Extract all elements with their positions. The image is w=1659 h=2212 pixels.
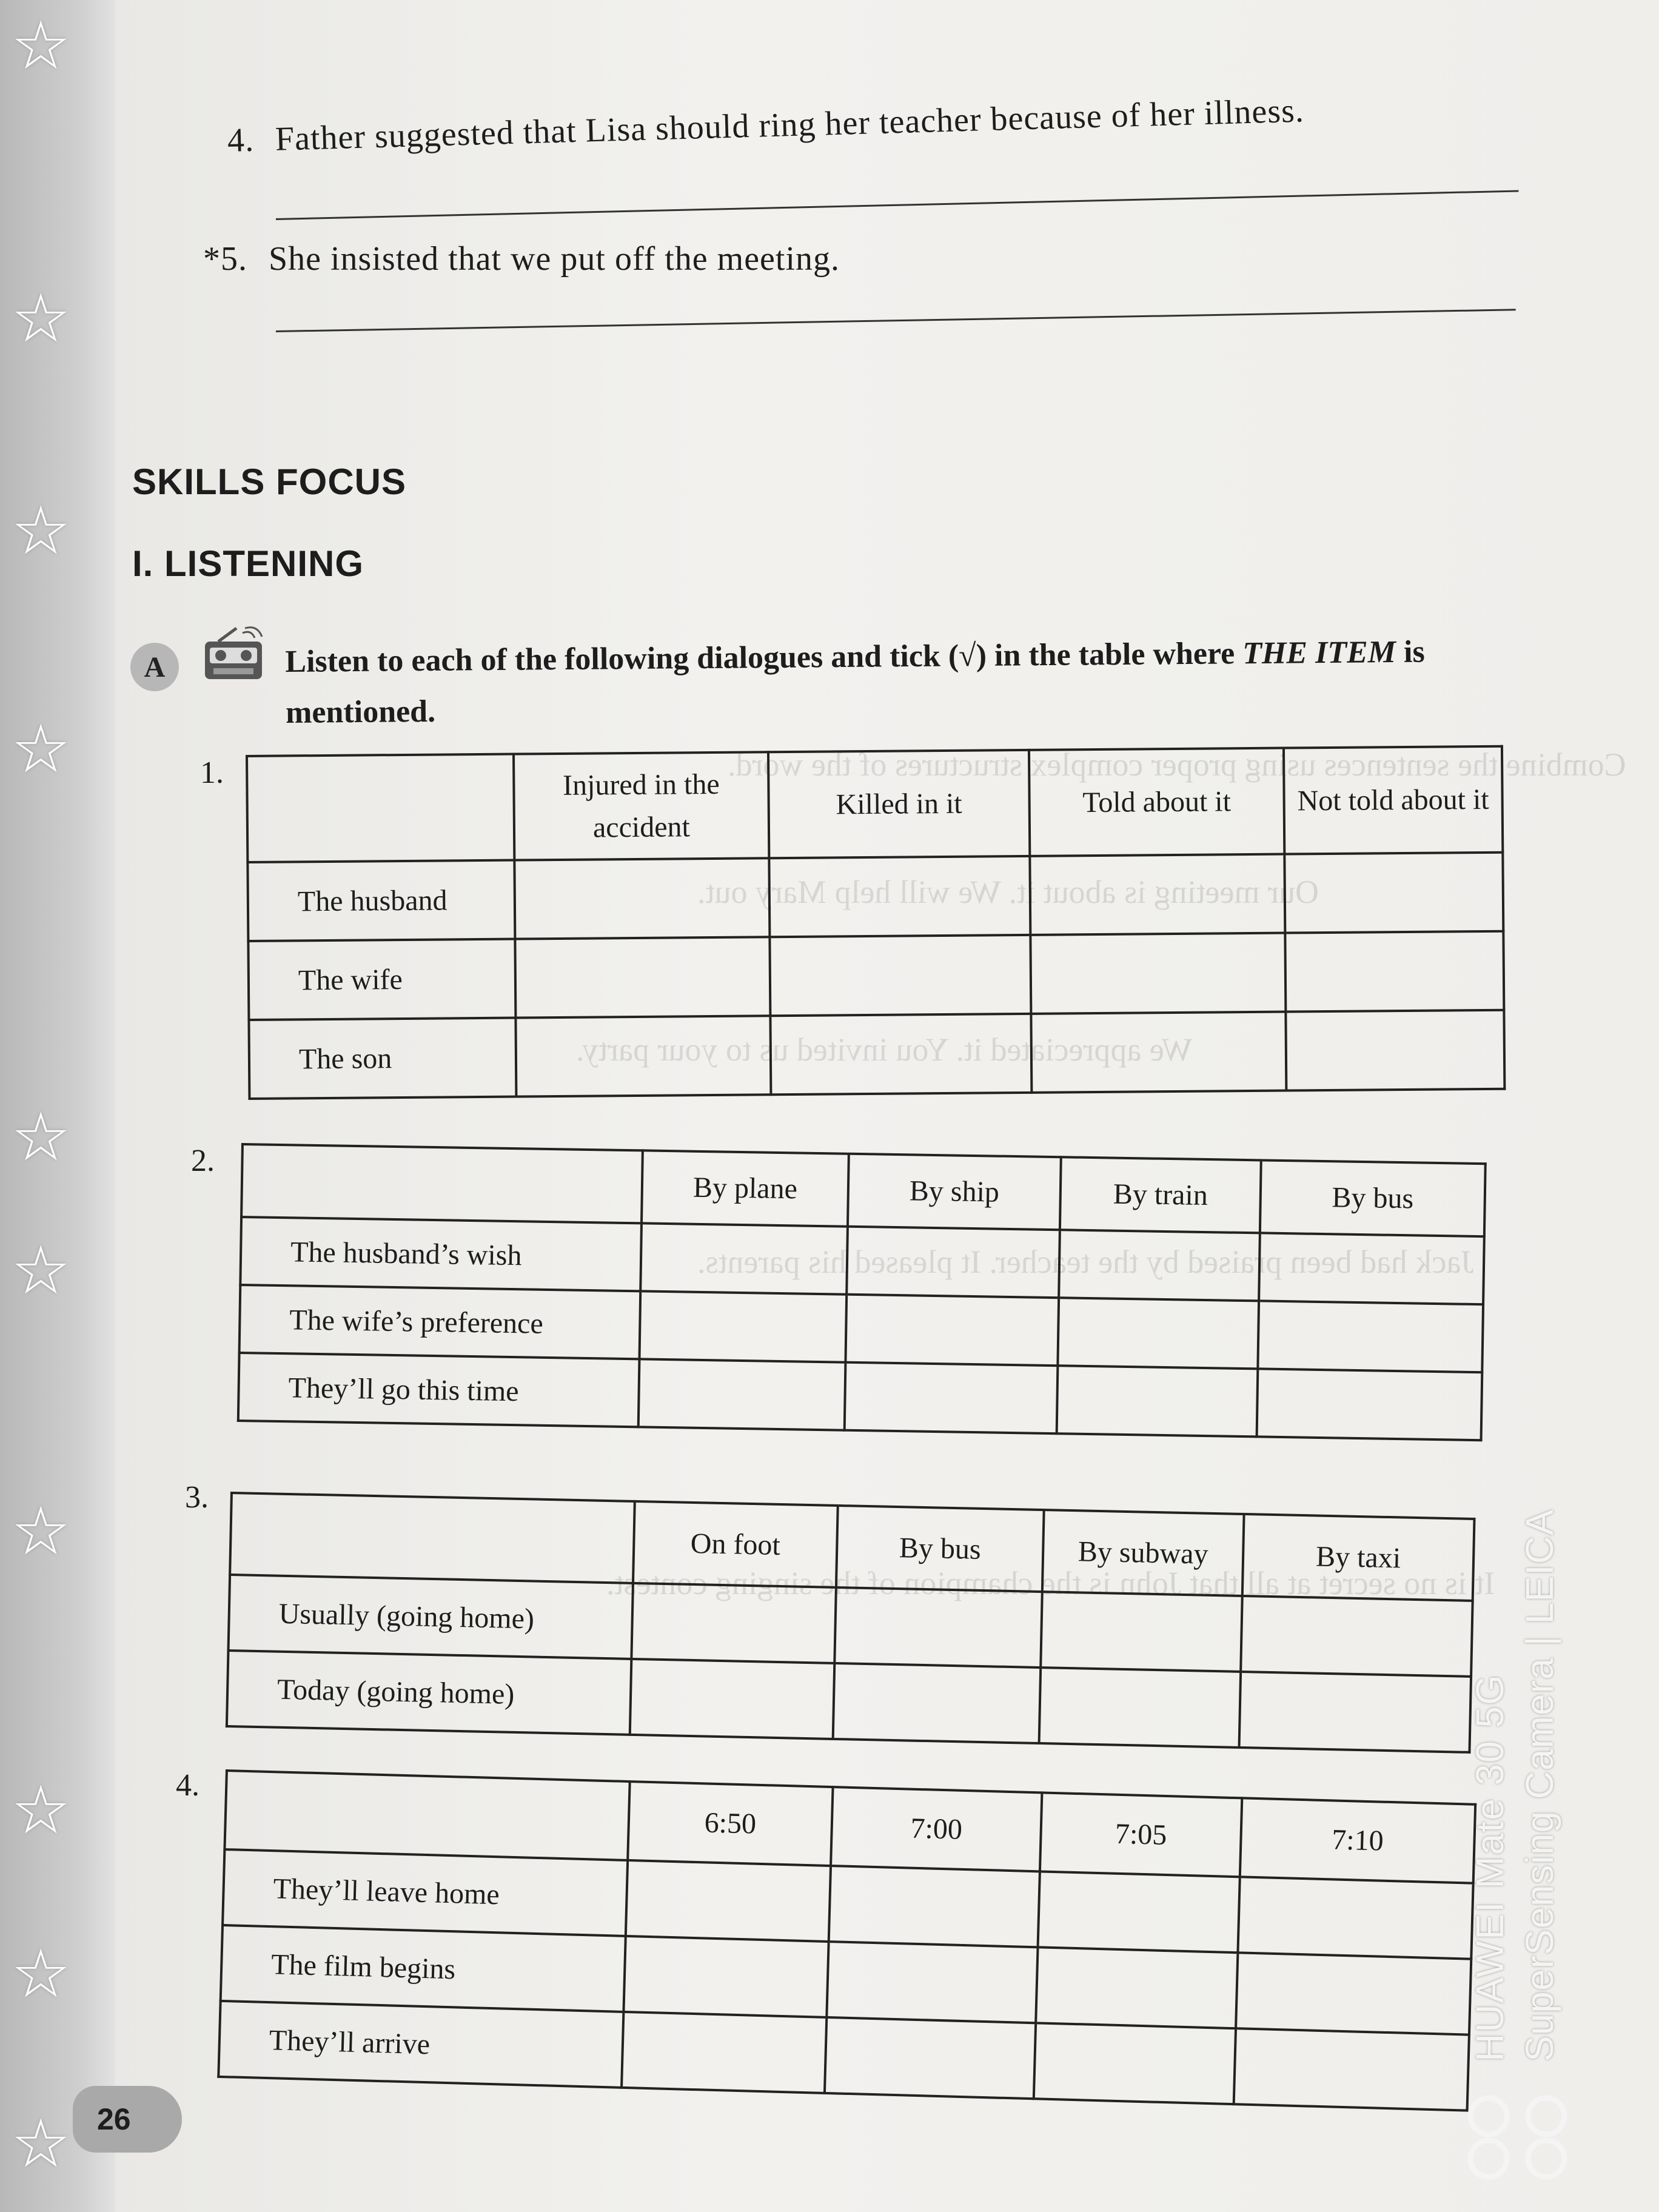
table-row-label: Usually (going home) xyxy=(229,1575,633,1659)
tick-cell[interactable] xyxy=(515,937,770,1017)
tick-cell[interactable] xyxy=(1239,1672,1472,1752)
table-number: 1. xyxy=(200,756,224,790)
section-title: SKILLS FOCUS xyxy=(132,461,407,502)
table-number: 3. xyxy=(185,1480,209,1515)
show-through-text: Jack had been praised by the teacher. It pleased his parents. xyxy=(697,1244,1474,1280)
radio-cassette-icon xyxy=(200,623,267,690)
table-header-cell: By train xyxy=(1060,1157,1261,1233)
exercise-instruction: Listen to each of the following dialogues and tick (√) in the table where THE ITEM is mentioned. xyxy=(285,634,1425,730)
table-row-label: The son xyxy=(249,1018,516,1099)
tick-cell[interactable] xyxy=(1285,1010,1504,1091)
tick-cell[interactable] xyxy=(622,2012,826,2093)
tick-cell[interactable] xyxy=(769,856,1030,937)
tick-cell[interactable] xyxy=(833,1663,1041,1743)
watermark-camera: SuperSensing Camera | LEICA xyxy=(1518,1509,1561,2062)
tick-cell[interactable] xyxy=(623,1936,828,2017)
table-header-cell xyxy=(247,754,514,862)
tick-cell[interactable] xyxy=(1284,853,1503,933)
tick-cell[interactable] xyxy=(1234,2028,1469,2110)
star-icon: ☆ xyxy=(11,1771,71,1849)
answer-table-2 xyxy=(237,1143,1487,1441)
tick-cell[interactable] xyxy=(1258,1301,1483,1372)
table-header-cell: By subway xyxy=(1042,1510,1244,1596)
tick-cell[interactable] xyxy=(826,1942,1037,2023)
tick-cell[interactable] xyxy=(631,1583,836,1663)
tick-cell[interactable] xyxy=(514,858,769,939)
table-header-cell: 7:10 xyxy=(1240,1798,1475,1883)
tick-cell[interactable] xyxy=(1057,1298,1259,1369)
table-row-label: They’ll arrive xyxy=(218,2001,623,2088)
tick-cell[interactable] xyxy=(1057,1366,1258,1436)
table-row-label: The wife’s preference xyxy=(240,1285,641,1359)
tick-cell[interactable] xyxy=(515,1016,771,1096)
tick-cell[interactable] xyxy=(1031,1012,1286,1093)
sentence-text: Father suggested that Lisa should ring her teacher because of her illness. xyxy=(275,92,1305,158)
decorative-margin xyxy=(0,0,115,2212)
table-header-cell: 7:05 xyxy=(1040,1792,1242,1877)
tick-cell[interactable] xyxy=(825,2017,1036,2099)
answer-table-1 xyxy=(246,745,1506,1100)
page-number: 26 xyxy=(73,2086,182,2153)
star-icon: ☆ xyxy=(11,1935,71,2013)
sentence-number: *5. xyxy=(203,240,247,278)
table-header-cell: Killed in it xyxy=(768,750,1030,858)
table-number: 2. xyxy=(191,1144,215,1178)
table-row-label: They’ll leave home xyxy=(223,1849,628,1936)
tick-cell[interactable] xyxy=(1257,1369,1483,1440)
tick-cell[interactable] xyxy=(1059,1230,1260,1301)
table-row-label: They’ll go this time xyxy=(238,1353,640,1427)
star-icon: ☆ xyxy=(11,280,71,357)
table-header-cell: By bus xyxy=(836,1506,1044,1592)
tick-cell[interactable] xyxy=(1030,854,1285,935)
table-header-cell: By plane xyxy=(642,1150,849,1226)
star-icon: ☆ xyxy=(11,2105,71,2182)
show-through-text: We appreciated it. You invited us to your party. xyxy=(576,1031,1193,1068)
tick-cell[interactable] xyxy=(1038,1871,1240,1952)
tick-cell[interactable] xyxy=(829,1866,1040,1947)
table-header-cell: By bus xyxy=(1260,1160,1486,1236)
table-header-cell xyxy=(230,1493,635,1583)
tick-cell[interactable] xyxy=(845,1295,1059,1366)
tick-cell[interactable] xyxy=(626,1860,831,1942)
table-row-label: Today (going home) xyxy=(227,1651,631,1735)
table-header-cell: 7:00 xyxy=(831,1787,1042,1871)
star-icon: ☆ xyxy=(11,1232,71,1309)
tick-cell[interactable] xyxy=(1034,2023,1236,2104)
table-header-cell: 6:50 xyxy=(628,1781,833,1866)
tick-cell[interactable] xyxy=(1039,1667,1241,1748)
table-header-cell: By ship xyxy=(848,1154,1061,1230)
show-through-text: Combine the sentences using proper complex structures of the word. xyxy=(728,746,1626,783)
tick-cell[interactable] xyxy=(638,1359,846,1430)
table-number: 4. xyxy=(176,1768,199,1803)
show-through-text: Our meeting is about it. We will help Mary out. xyxy=(697,874,1319,910)
tick-cell[interactable] xyxy=(1238,1877,1473,1959)
tick-cell[interactable] xyxy=(845,1362,1058,1433)
table-header-cell: By taxi xyxy=(1242,1514,1475,1601)
table-row-label: The wife xyxy=(248,939,515,1020)
tick-cell[interactable] xyxy=(769,935,1031,1016)
star-icon: ☆ xyxy=(11,492,71,569)
sentence-text: She insisted that we put off the meeting. xyxy=(269,240,840,278)
star-icon: ☆ xyxy=(11,7,71,84)
watermark-device: HUAWEI Mate 30 5G xyxy=(1468,1674,1512,2062)
star-icon: ☆ xyxy=(11,1098,71,1176)
table-row-label: The husband’s wish xyxy=(240,1217,642,1291)
tick-cell[interactable] xyxy=(770,1014,1031,1094)
table-row-label: The film begins xyxy=(221,1925,626,2012)
tick-cell[interactable] xyxy=(630,1659,835,1739)
table-header-cell: Injured in the accident xyxy=(514,752,769,860)
tick-cell[interactable] xyxy=(1036,1947,1238,2028)
exercise-badge: A xyxy=(130,643,179,691)
camera-lens-logo-icon xyxy=(1461,2092,1577,2183)
tick-cell[interactable] xyxy=(640,1223,848,1294)
table-header-cell: Not told about it xyxy=(1284,746,1503,854)
tick-cell[interactable] xyxy=(639,1291,846,1362)
answer-table-3 xyxy=(226,1492,1476,1754)
tick-cell[interactable] xyxy=(834,1587,1042,1667)
tick-cell[interactable] xyxy=(1236,1952,1471,2034)
tick-cell[interactable] xyxy=(1285,931,1504,1012)
show-through-text: It is no secret at all that John is the champion of the singing contest. xyxy=(606,1565,1495,1601)
tick-cell[interactable] xyxy=(1030,933,1285,1014)
star-icon: ☆ xyxy=(11,710,71,788)
section-subtitle: I. LISTENING xyxy=(132,543,364,584)
tick-cell[interactable] xyxy=(1259,1233,1484,1304)
tick-cell[interactable] xyxy=(846,1227,1060,1298)
table-header-cell xyxy=(224,1771,629,1860)
tick-cell[interactable] xyxy=(1241,1596,1473,1677)
table-header-cell xyxy=(241,1144,643,1223)
answer-table-4 xyxy=(217,1769,1476,2112)
table-header-cell: On foot xyxy=(633,1501,838,1587)
star-icon: ☆ xyxy=(11,1492,71,1570)
tick-cell[interactable] xyxy=(1041,1592,1242,1672)
sentence-item xyxy=(203,240,840,278)
table-row-label: The husband xyxy=(247,860,515,941)
sentence-number: 4. xyxy=(227,121,255,159)
table-header-cell: Told about it xyxy=(1029,748,1284,856)
